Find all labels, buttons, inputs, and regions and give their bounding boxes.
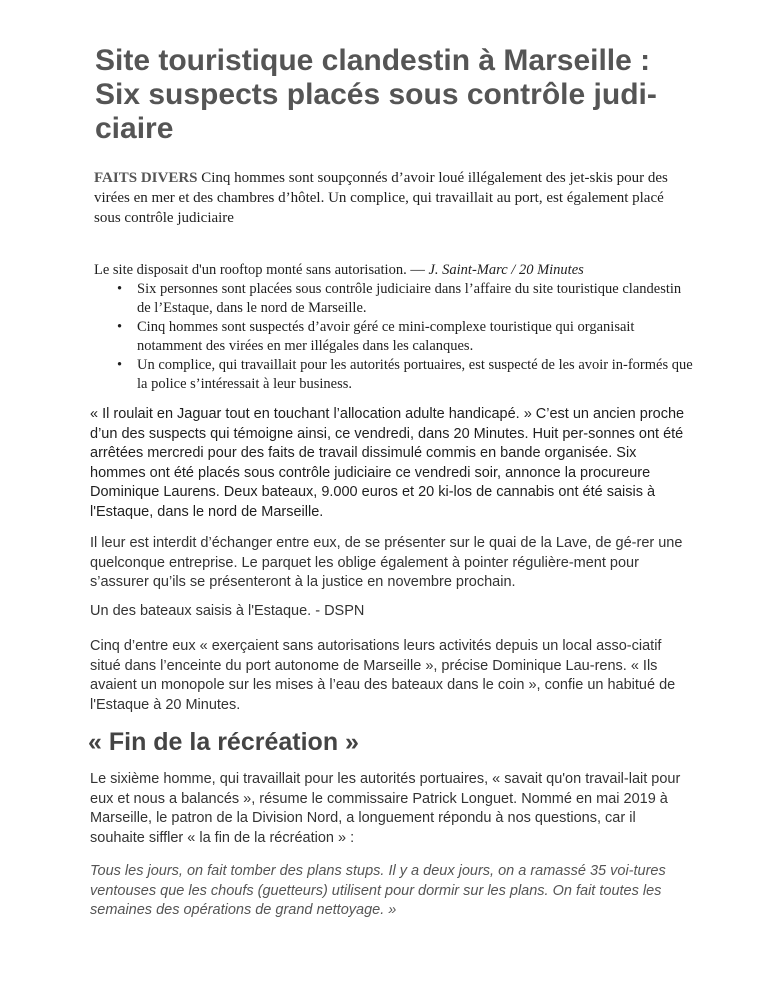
lead-text: Cinq hommes sont soupçonnés d’avoir loué illégalement des jet-skis pour des virées en mer et des chambres d’hôtel. Un complice, qui travaillait au port, est également placé sous contrôle judiciaire (94, 170, 668, 226)
bullet-item: • Cinq hommes sont suspectés d’avoir géré ce mini-complexe touristique qui organisait notamment des virées en mer illégales dans les calanques. (115, 318, 695, 356)
paragraph-1: « Il roulait en Jaguar tout en touchant l’allocation adulte handicapé. » C’est un ancien proche d’un des suspects qui témoigne ainsi, ce vendredi, dans 20 Minutes. Huit per-sonnes ont été arrêtées mercredi pour des faits de travail dissimulé commis en bande organisée. Six hommes ont été placés sous contrôle judiciaire ce vendredi soir, annonce la procureure Dominique Laurens. Deux bateaux, 9.000 euros et 20 ki-los de cannabis ont été saisis à l'Estaque, dans le nord de Marseille. (90, 406, 685, 520)
paragraph-2: Il leur est interdit d’échanger entre eux, de se présenter sur le quai de la Lave, de gé-rer une quelconque entreprise. Le parquet les oblige également à pointer régulière-ment pour s’assurer qu’ils se présenteront à la justice en novembre prochain. (90, 535, 683, 590)
article-lead (94, 168, 684, 228)
photo-caption (94, 260, 694, 280)
image-caption: Un des bateaux saisis à l'Estaque. - DSPN (90, 603, 365, 619)
photo-credit: J. Saint-Marc / 20 Minutes (428, 262, 584, 278)
bullet-item: • Un complice, qui travaillait pour les autorités portuaires, est suspecté de les avoir in-formés que la police s’intéressait à leur business. (115, 356, 695, 394)
photo-caption-text: Le site disposait d'un rooftop monté sans autorisation. — (94, 262, 429, 278)
lead-kicker: FAITS DIVERS (94, 170, 198, 186)
article-title: Site touristique clandestin à Marseille : Six suspects placés sous contrôle judi-ciaire (95, 44, 657, 145)
quote: Tous les jours, on fait tomber des plans stups. Il y a deux jours, on a ramassé 35 voi-tures ventouses que les choufs (guetteurs) utilisent pour dormir sur les plans. On fait toutes les semaines des opérations de grand nettoyage. » (90, 863, 666, 918)
summary-bullets (115, 280, 695, 394)
paragraph-4: Le sixième homme, qui travaillait pour les autorités portuaires, « savait qu'on travail-lait pour eux et nous a balancés », résume le commissaire Patrick Longuet. Nommé en mai 2019 à Marseille, le patron de la Division Nord, a longuement répondu à nos questions, car il souhaite siffler « la fin de la récréation » : (90, 771, 681, 846)
paragraph-3: Cinq d’entre eux « exerçaient sans autorisations leurs activités depuis un local asso-ciatif situé dans l’enceinte du port autonome de Marseille », précise Dominique Lau-rens. « Ils avaient un monopole sur les mises à l’eau des bateaux dans le coin », confie un habitué de l'Estaque à 20 Minutes. (90, 638, 676, 713)
bullet-item: • Six personnes sont placées sous contrôle judiciaire dans l’affaire du site touristique clandestin de l’Estaque, dans le nord de Marseille. (115, 280, 695, 318)
section-heading: « Fin de la récréation » (88, 728, 359, 756)
